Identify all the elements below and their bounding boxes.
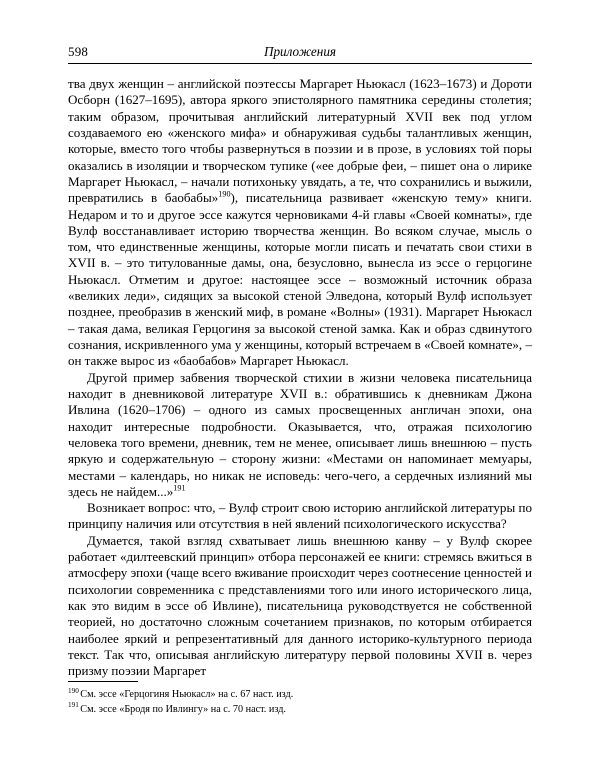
paragraph-text: Другой пример забвения творческой стихии в жизни человека писательница находит в дневниковой литературе XVII в.: обратившись к дневникам Джона Ивлина (1620–1706) – одного из самых просвещенных англичан эпохи, она находит интересные подробности. Оказывается, что, отражая психологию человека того времени, дневник, тем не менее, описывает лишь внешнюю – пусть яркую и содержательную – сторону жизни: «Местами он напоминает мемуары, местами – календарь, но никак не исповедь: чего-чего, а сердечных излияний мы здесь не найдем...» bbox=[68, 369, 532, 499]
body-paragraph bbox=[68, 76, 532, 370]
footnote-text: См. эссе «Бродя по Ивлингу» на с. 70 наст. изд. bbox=[80, 703, 286, 715]
running-head bbox=[68, 44, 532, 61]
footnote-reference[interactable]: 191 bbox=[173, 483, 186, 493]
paragraph-text: ), писательница развивает «женскую тему» книги. Недаром и то и другое эссе кажутся черновиками 4-й главы «Своей комнаты», где Вулф восстанавливает историю творчества женщин. Во всяком случае, мысль о том, что единственные женщины, которые могли писать и печатать свои стихи в XVII в. – это титулованные дамы, она, безусловно, вынесла из эссе о герцогине Ньюкасл. Отметим и другое: настоящее эссе – возможный источник образа «великих леди», сидящих за высокой стеной Элведона, который Вулф использует позднее, преобразив в женский миф, в романе «Волны» (1931). Маргарет Ньюкасл – такая дама, великая Герцогиня за высокой стеной замка. Как и образ сдвинутого сознания, искривленного ума у женщины, который встречаем в «Своей комнате», – он также вырос из «баобабов» Маргарет Ньюкасл. bbox=[68, 190, 532, 369]
paragraph-text: Возникает вопрос: что, – Вулф строит свою историю английской литературы по принципу наличия или отсутствия в ней явлений психологического искусства? bbox=[68, 500, 532, 532]
footnote-item bbox=[68, 703, 532, 718]
footnote-reference[interactable]: 190 bbox=[218, 189, 231, 199]
paragraph-text: Думается, такой взгляд схватывает лишь внешнюю канву – у Вулф скорее работает «дилтеевский принцип» отбора персонажей ее книги: стремясь вжиться в атмосферу эпохи (чаще всего вживание происходит через соотнесение ценностей и психологии современника с представлениями того или иного исторического лица, как это видим в эссе об Ивлине), писательница руководствуется не собственной теорией, но достаточно сложным сочетанием признаков, по которым отбирается наиболее яркий и репрезентативный для данного историко-культурного периода текст. Так что, описывая английскую литературу первой половины XVII в. через призму поэзии Маргарет bbox=[68, 532, 532, 679]
running-title: Приложения bbox=[263, 44, 337, 59]
footnote-text: См. эссе «Герцогиня Ньюкасл» на с. 67 наст. изд. bbox=[80, 689, 294, 700]
paragraph-text: тва двух женщин – английской поэтессы Маргарет Ньюкасл (1623–1673) и Дороти Осборн (1627–1695), автора яркого эпистолярного памятника середины столетия; таким образом, прочитывая английский литературный XVII век под углом создаваемого ею «женского мифа» и обнаруживая судьбы талантливых женщин, которые, вместо того чтобы развернуться в поэзии и в прозе, в условиях той поры оказались в изоляции и творческом тупике («ее добрые феи, – пишет она о лирике Маргарет Ньюкасл, – начали потихоньку увядать, а те, что сохранились и выжили, превратились в баобабы» bbox=[68, 76, 532, 206]
running-head-rule bbox=[68, 63, 532, 64]
footnote-item bbox=[68, 688, 532, 703]
footnote-block bbox=[68, 688, 532, 717]
page-number: 598 bbox=[68, 44, 89, 59]
body-paragraph bbox=[68, 370, 532, 501]
footnote-marker: 191 bbox=[68, 701, 79, 710]
body-text-block bbox=[68, 76, 532, 680]
body-paragraph bbox=[68, 533, 532, 680]
footnote-separator-rule bbox=[68, 681, 138, 682]
body-paragraph bbox=[68, 500, 532, 533]
footnote-marker: 190 bbox=[68, 686, 79, 695]
